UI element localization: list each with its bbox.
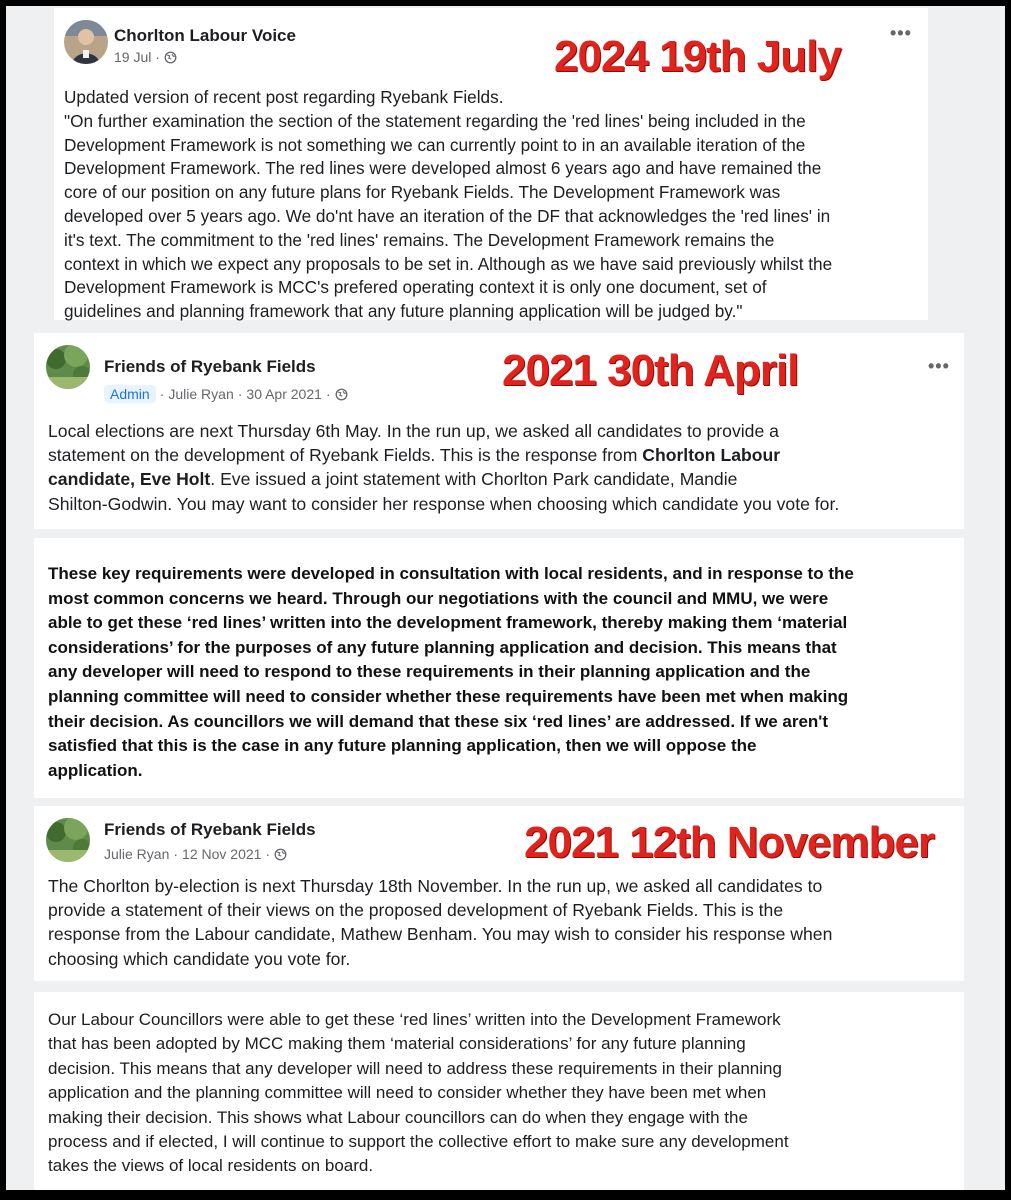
avatar-photo-icon <box>46 345 90 389</box>
post-line: context in which we expect any proposals to be set in. Although as we have said previously whilst the <box>64 253 833 274</box>
page-name[interactable]: Chorlton Labour Voice <box>114 26 296 45</box>
statement-line: able to get these ‘red lines’ written into the development framework, thereby making them ‘material <box>48 613 848 633</box>
separator-dot: · <box>237 386 243 402</box>
statement-line: making their decision. This shows what Labour councillors can do when they engage with the <box>48 1107 748 1127</box>
avatar[interactable] <box>46 345 90 389</box>
globe-icon <box>164 51 177 64</box>
separator-dot: · <box>155 49 161 65</box>
avatar[interactable] <box>46 818 90 862</box>
candidate-statement <box>34 992 964 1190</box>
screenshot-collage <box>6 6 1005 1190</box>
post-line: response from the Labour candidate, Mathew Benham. You may wish to consider his response when <box>48 924 833 945</box>
separator-dot: · <box>159 386 165 402</box>
more-options-icon[interactable]: ••• <box>890 23 912 43</box>
post-line: "On further examination the section of the statement regarding the 'red lines' being included in the <box>64 110 806 131</box>
post-text-plain: statement on the development of Ryebank Fields. This is the response from <box>48 445 643 466</box>
date-overlay: 2021 12th November <box>524 818 934 867</box>
post-line: Development Framework. The red lines were developed almost 6 years ago and have remained the <box>64 158 822 179</box>
post-meta <box>104 846 287 862</box>
page-name[interactable]: Friends of Ryebank Fields <box>104 357 316 376</box>
more-options-icon[interactable]: ••• <box>928 356 950 376</box>
statement-line: their decision. As councillors we will demand that these six ‘red lines’ are addressed. If we aren't <box>48 711 828 731</box>
statement-body <box>48 1008 960 1179</box>
statement-line: decision. This means that any developer will need to address these requirements in their planning <box>48 1058 782 1078</box>
post-line: Local elections are next Thursday 6th May. In the run up, we asked all candidates to provide a <box>48 421 779 441</box>
globe-icon <box>274 848 287 861</box>
separator-dot: · <box>173 846 179 862</box>
post-friends-of-ryebank-fields <box>34 333 964 529</box>
page-name[interactable]: Friends of Ryebank Fields <box>104 820 316 839</box>
post-line: Development Framework is MCC's prefered operating context it is only one document, set of <box>64 277 767 298</box>
admin-badge: Admin <box>104 385 156 403</box>
globe-icon <box>335 388 348 401</box>
post-meta <box>104 385 348 403</box>
date-overlay: 2021 30th April <box>502 346 799 395</box>
avatar-photo-icon <box>64 20 108 64</box>
post-line: provide a statement of their views on the proposed development of Ryebank Fields. This is the <box>48 900 784 921</box>
avatar-photo-icon <box>46 818 90 862</box>
date-overlay: 2024 19th July <box>554 32 841 81</box>
statement-line: planning committee will need to consider whether these requirements have been met when making <box>48 686 849 706</box>
statement-line: application and the planning committee will need to consider whether they have been met when <box>48 1083 767 1103</box>
post-line: core of our position on any future plans for Ryebank Fields. The Development Framework was <box>64 182 781 203</box>
post-line: Updated version of recent post regarding Ryebank Fields. <box>64 87 504 107</box>
post-body <box>48 874 960 971</box>
separator-dot: · <box>325 386 331 402</box>
post-line: choosing which candidate you vote for. <box>48 948 351 969</box>
post-line <box>48 443 960 467</box>
post-text-plain: . Eve issued a joint statement with Chorlton Park candidate, Mandie <box>210 469 738 490</box>
statement-body <box>48 562 960 783</box>
candidate-statement <box>34 538 964 798</box>
statement-line: process and if elected, I will continue to support the collective effort to make sure any development <box>48 1132 789 1152</box>
post-line <box>48 467 960 491</box>
post-line: The Chorlton by-election is next Thursday 18th November. In the run up, we asked all candidates to <box>48 876 823 896</box>
post-text-bold: candidate, Eve Holt <box>48 469 211 490</box>
post-body <box>64 86 924 324</box>
post-line: it's text. The commitment to the 'red lines' remains. The Development Framework remains the <box>64 229 775 250</box>
statement-line: considerations’ for the purposes of any future planning application and decision. This means that <box>48 637 837 657</box>
post-timestamp[interactable]: 19 Jul <box>114 49 152 65</box>
post-line: developed over 5 years ago. We do'nt have an iteration of the DF that acknowledges the 'red lines' in <box>64 205 831 226</box>
statement-line: These key requirements were developed in consultation with local residents, and in response to the <box>48 564 854 583</box>
statement-line: that has been adopted by MCC making them ‘material considerations’ for any future planning <box>48 1034 746 1054</box>
statement-line: Our Labour Councillors were able to get these ‘red lines’ written into the Development Framework <box>48 1010 781 1029</box>
statement-line: application. <box>48 760 143 780</box>
post-timestamp[interactable]: 12 Nov 2021 <box>182 846 262 862</box>
post-author[interactable]: Julie Ryan <box>104 846 170 862</box>
post-timestamp[interactable]: 30 Apr 2021 <box>246 386 322 402</box>
post-line: Shilton-Godwin. You may want to consider her response when choosing which candidate you vote for. <box>48 493 840 514</box>
post-line: guidelines and planning framework that any future planning application will be judged by." <box>64 301 743 322</box>
statement-line: satisfied that this is the case in any future planning application, then we will oppose the <box>48 736 757 756</box>
post-line: Development Framework is not something we can currently point to in an available iteration of the <box>64 134 806 155</box>
post-author[interactable]: Julie Ryan <box>168 386 234 402</box>
statement-line: any developer will need to respond to these requirements in their planning application and the <box>48 662 811 682</box>
post-body <box>48 419 960 516</box>
post-text-bold: Chorlton Labour <box>642 445 781 466</box>
post-meta <box>114 49 177 65</box>
statement-line: takes the views of local residents on board. <box>48 1156 374 1176</box>
statement-line: most common concerns we heard. Through our negotiations with the council and MMU, we were <box>48 588 829 608</box>
separator-dot: · <box>265 846 271 862</box>
avatar[interactable] <box>64 20 108 64</box>
